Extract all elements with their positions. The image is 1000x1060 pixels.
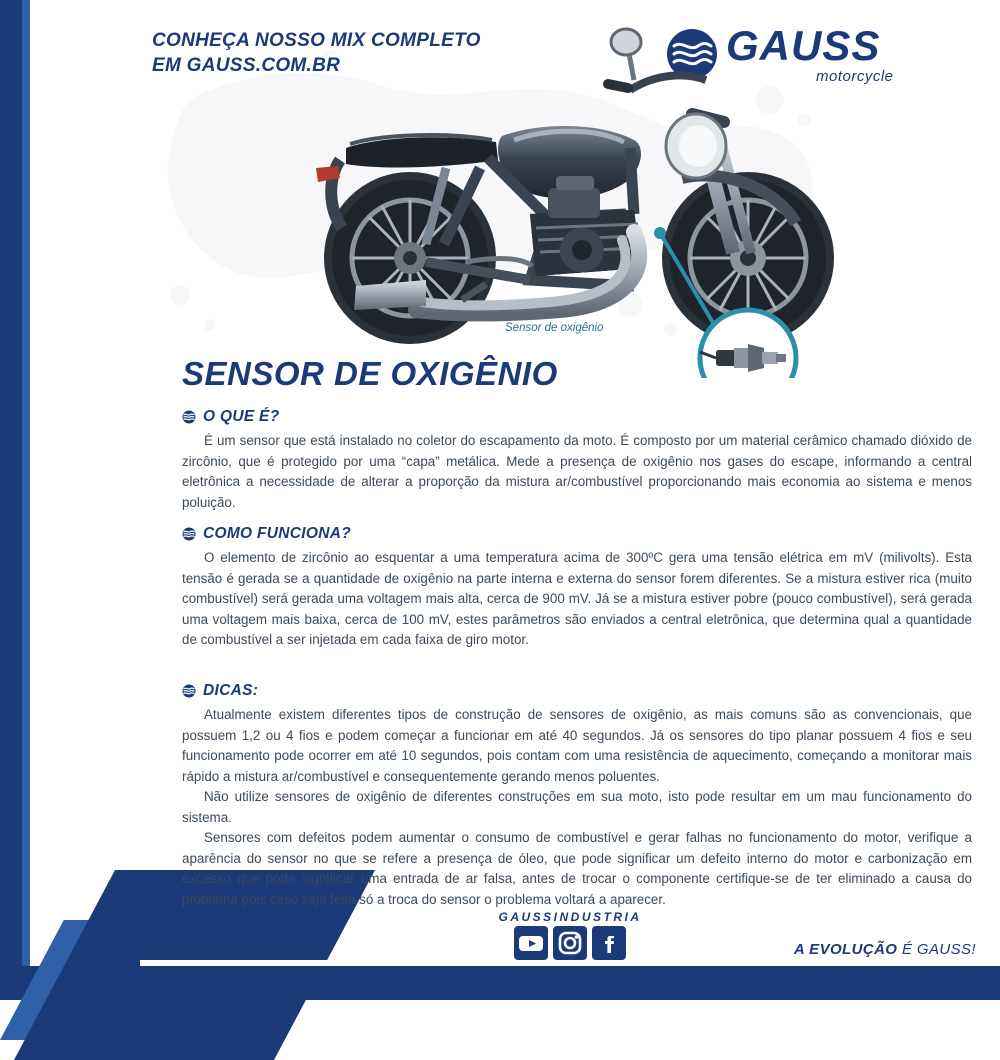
section-o-que-e: [182, 408, 972, 513]
section-heading-como-funciona: [182, 525, 972, 543]
section-dicas: [182, 682, 972, 910]
logo-tagline: motorcycle: [816, 68, 894, 85]
instagram-icon[interactable]: [553, 926, 587, 960]
section-heading-dicas: [182, 682, 972, 700]
headline-line-1: CONHEÇA NOSSO MIX COMPLETO: [152, 30, 481, 51]
section-heading-text: COMO FUNCIONA?: [203, 525, 351, 542]
handlebar: [608, 29, 706, 90]
left-frame: [0, 0, 130, 1000]
gauss-waves-bullet-icon: [182, 684, 196, 698]
facebook-icon[interactable]: [592, 926, 626, 960]
paragraph: O elemento de zircônio ao esquentar a uma temperatura acima de 300ºC gera uma tensão elétrica em mV (milivolts). Esta tensão é gerada se a quantidade de oxigênio na parte interna e externa do sensor forem diferentes. Se a mistura estiver rica (muito combustível) será gerada uma voltagem mais alta, cerca de 900 mV. Já se a mistura estiver pobre (pouco combustível), será gerada uma voltagem mais baixa, cerca de 100 mV, estes parâmetros são enviados a central eletrônica, que determina qual a quantidade de combustível a ser injetada em cada faixa de giro motor.: [182, 550, 972, 647]
headline-line-2: EM GAUSS.COM.BR: [152, 55, 341, 76]
footer-social-block: [440, 910, 700, 960]
section-body-dicas: [182, 705, 972, 910]
content-area: [140, 0, 1000, 966]
social-icon-row: [440, 926, 700, 960]
headlight: [666, 114, 726, 178]
section-como-funciona: [182, 525, 972, 651]
section-body-o-que-e: [182, 431, 972, 513]
paragraph: Atualmente existem diferentes tipos de construção de sensores de oxigênio, as mais comuns são as convencionais, que possuem 1,2 ou 4 fios e podem começar a funcionar em até 40 segundos. Já os sensores do tipo planar possuem 4 fios e seu funcionamento pode ocorrer em até 10 segundos, pois contam com uma resistência de aquecimento, começando a monitorar mais rápido a mistura ar/combustível e consequentemente gerando menos poluentes.: [182, 707, 972, 784]
logo-wordmark: GAUSS: [726, 22, 881, 69]
paragraph: Sensores com defeitos podem aumentar o consumo de combustível e gerar falhas no funcionamento do motor, verifique a aparência do sensor no que se refere a presença de óleo, que pode significar um defeito interno do motor e carbonização em excesso que pode significar uma entrada de ar falsa, antes de trocar o componente certifique-se de ter eliminado a causa do problema pois caso seja feita só a troca do sensor o problema voltará a aparecer.: [182, 830, 972, 907]
footer-slogan: [794, 941, 976, 958]
frame-top-notch: [30, 0, 130, 14]
gauss-waves-bullet-icon: [182, 527, 196, 541]
youtube-icon[interactable]: [514, 926, 548, 960]
paragraph: Não utilize sensores de oxigênio de diferentes construções em sua moto, isto pode resultar em um mau funcionamento do sistema.: [182, 789, 972, 825]
left-frame-bar-dark: [0, 0, 22, 1000]
slogan-bold: A EVOLUÇÃO: [793, 941, 898, 958]
section-heading-text: O QUE É?: [203, 408, 280, 425]
section-heading-o-que-e: [182, 408, 972, 426]
section-body-como-funciona: [182, 548, 972, 651]
callout-label: Sensor de oxigênio: [505, 322, 604, 334]
section-heading-text: DICAS:: [203, 682, 259, 699]
slogan-rest: É GAUSS!: [897, 941, 976, 958]
paragraph: É um sensor que está instalado no coletor do escapamento da moto. É composto por um material cerâmico chamado dióxido de zircônio, que é protegido por uma “capa” metálica. Mede a presença de oxigênio nos gases do escape, informando a central eletrônica a necessidade de alterar a proporção da mistura ar/combustível proporcionando mais economia ao sistema e menos poluição.: [182, 433, 972, 510]
left-frame-bar-light: [22, 0, 30, 1000]
page-title: SENSOR DE OXIGÊNIO: [182, 355, 558, 392]
social-handle-label: GAUSSINDUSTRIA: [498, 910, 642, 924]
gauss-waves-bullet-icon: [182, 410, 196, 424]
seat: [346, 137, 498, 167]
